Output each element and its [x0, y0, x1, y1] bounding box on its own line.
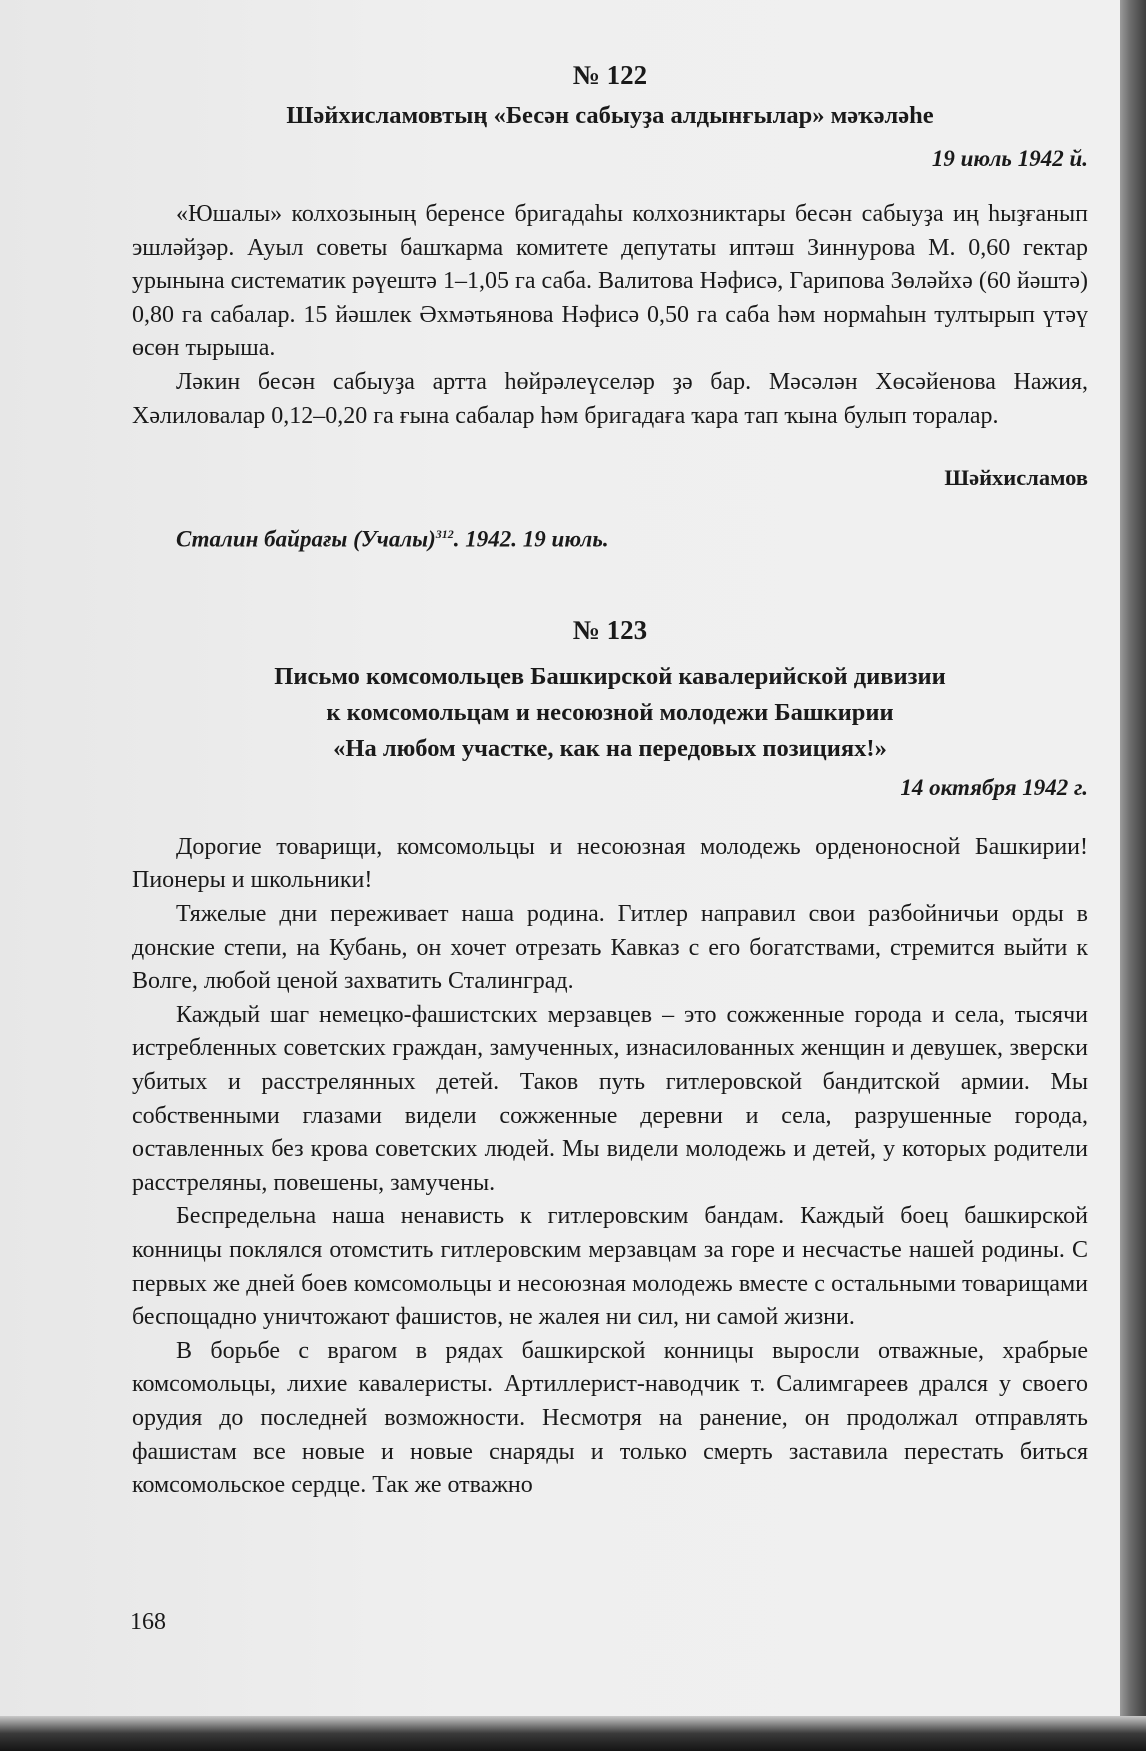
page-number: 168	[130, 1609, 166, 1635]
doc-122-source	[132, 517, 1088, 557]
source-title: Сталин байрағы (Учалы)	[176, 526, 436, 552]
doc-123-title-line: «На любом участке, как на передовых позициях!»	[333, 734, 887, 762]
page-bottom-edge	[0, 1716, 1146, 1751]
doc-123-title	[132, 659, 1088, 767]
document-122	[132, 56, 1088, 557]
source-footnote-mark: 312	[435, 527, 454, 542]
doc-123-paragraph: В борьбе с врагом в рядах башкирской конницы выросли отважные, храбрые комсомольцы, лихие кавалеристы. Артиллерист-наводчик т. Салимгареев дрался у своего орудия до последней возможности. Несмотря на ранение, он продолжал отправлять фашистам все новые и новые снаряды и только смерть заставила перестать биться комсомольское сердце. Так же отважно	[132, 1337, 1088, 1499]
doc-123-paragraph: Каждый шаг немецко-фашистских мерзавцев – это сожженные города и села, тысячи истребленных советских граждан, замученных, изнасилованных женщин и девушек, зверски убитых и расстрелянных детей. Таков путь гитлеровской бандитской армии. Мы собственными глазами видели сожженные деревни и села, разрушенные города, оставленных без крова советских людей. Мы видели молодежь и детей, у которых родители расстреляны, повешены, замучены.	[132, 1001, 1088, 1196]
doc-122-title: Шәйхисламовтың «Бесән сабыуҙа алдынғылар» мәҡәләһе	[286, 102, 934, 129]
doc-123-paragraph: Беспредельна наша ненависть к гитлеровским бандам. Каждый боец башкирской конницы поклялся отомстить гитлеровским мерзавцам за горе и несчастье нашей родины. С первых же дней боев комсомольцы и несоюзная молодежь вместе с остальными товарищами беспощадно уничтожают фашистов, не жалея ни сил, ни самой жизни.	[132, 1203, 1088, 1331]
doc-122-paragraph: Ләкин бесән сабыуҙа артта һөйрәлеүселәр ҙә бар. Мәсәлән Хөсәйенова Нажия, Хәлиловалар 0,12–0,20 га ғына сабалар һәм бригадаға ҡара тап ҡына булып торалар.	[132, 368, 1088, 429]
document-123	[132, 611, 1088, 1503]
doc-123-title-line: к комсомольцам и несоюзной молодежи Башкирии	[326, 698, 894, 726]
doc-122-body	[132, 198, 1088, 433]
page-content	[132, 56, 1088, 1503]
doc-122-date: 19 июль 1942 й.	[931, 146, 1088, 171]
doc-123-title-line: Письмо комсомольцев Башкирской кавалерийской дивизии	[274, 662, 946, 690]
doc-122-number: № 122	[572, 60, 648, 90]
doc-123-paragraph: Тяжелые дни переживает наша родина. Гитлер направил свои разбойничьи орды в донские степи, на Кубань, он хочет отрезать Кавказ с его богатствами, стремится выйти к Волге, любой ценой захватить Сталинград.	[132, 901, 1088, 995]
doc-123-number: № 123	[572, 614, 648, 645]
doc-122-paragraph: «Юшалы» колхозының беренсе бригадаһы колхозниктары бесән сабыуҙа иң һыҙғанып эшләйҙәр. Ауыл советы башҡарма комитете депутаты иптәш Зиннурова М. 0,60 гектар урынына систематик рәүештә 1–1,05 га саба. Валитова Нәфисә, Гарипова Зөләйхә (60 йәштә) 0,80 га сабалар. 15 йәшлек Әхмәтьянова Нәфисә 0,50 га саба һәм нормаһын тултырып үтәү өсөн тырыша.	[132, 201, 1088, 362]
source-date: . 1942. 19 июль.	[453, 526, 609, 552]
doc-122-signature: Шәйхисламов	[944, 465, 1088, 491]
book-spine	[1120, 0, 1146, 1751]
doc-123-body	[132, 831, 1088, 1503]
doc-123-date: 14 октября 1942 г.	[900, 774, 1088, 800]
doc-123-paragraph: Дорогие товарищи, комсомольцы и несоюзная молодежь орденоносной Башкирии! Пионеры и школьники!	[132, 833, 1088, 894]
